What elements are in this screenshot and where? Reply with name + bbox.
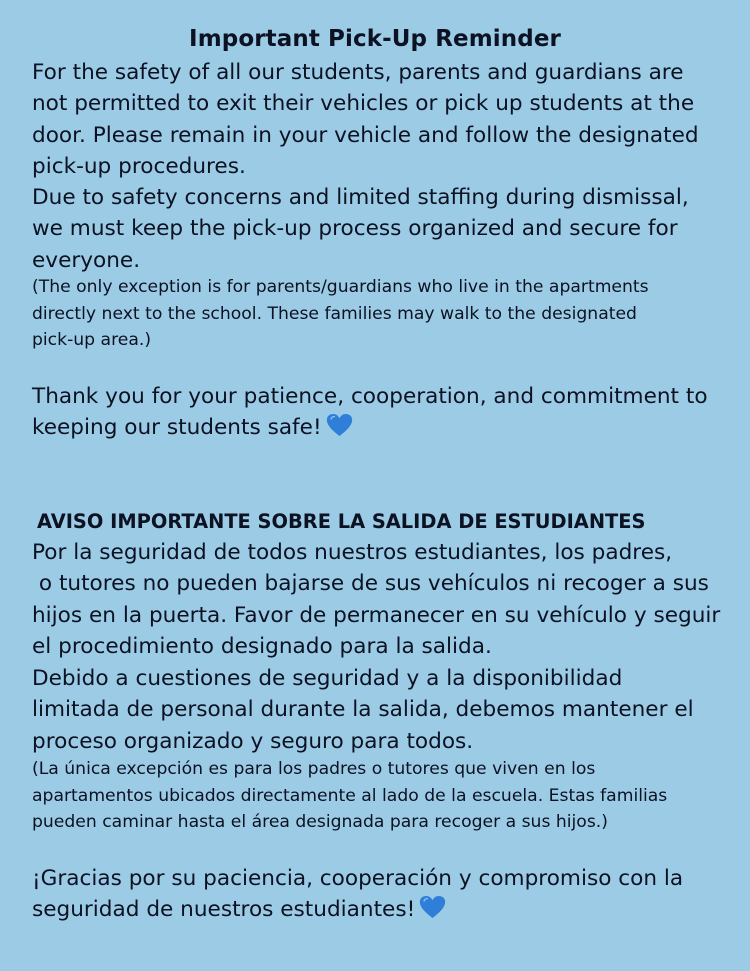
english-paragraph-staffing	[32, 182, 732, 276]
english-thanks	[32, 381, 732, 447]
text-line: everyone.	[32, 247, 141, 273]
text-line: pick-up procedures.	[32, 153, 246, 179]
text-line: limitada de personal durante la salida, debemos mantener el	[32, 697, 694, 723]
spanish-paragraph-staffing	[32, 663, 732, 757]
text-line: pueden caminar hasta el área designada para recoger a sus hijos.)	[32, 812, 608, 833]
text-line: hijos en la puerta. Favor de permanecer en su vehículo y seguir	[32, 602, 721, 628]
text-line: For the safety of all our students, parents and guardians are	[32, 60, 684, 85]
text-line: o tutores no pueden bajarse de sus vehículos ni recoger a sus	[32, 571, 709, 597]
spanish-title: AVISO IMPORTANTE SOBRE LA SALIDA DE ESTUDIANTES	[37, 510, 646, 533]
blue-heart-icon	[419, 895, 446, 928]
english-paragraph-safety	[32, 57, 732, 182]
text-line: Thank you for your patience, cooperation, and commitment to	[32, 384, 708, 409]
text-line: door. Please remain in your vehicle and follow the designated	[32, 122, 699, 148]
text-line-with-heart	[32, 894, 732, 928]
text-line: pick-up area.)	[32, 330, 152, 351]
text-segment: keeping our students safe!	[32, 415, 322, 441]
spanish-exception-note	[32, 756, 732, 836]
text-line: (La única excepción es para los padres o tutores que viven en los	[32, 759, 596, 779]
text-line: apartamentos ubicados directamente al lado de la escuela. Estas familias	[32, 785, 668, 806]
blue-heart-icon	[326, 413, 353, 446]
text-line: el procedimiento designado para la salida.	[32, 633, 492, 659]
text-line: directly next to the school. These families may walk to the designated	[32, 303, 637, 324]
spanish-paragraph-safety	[32, 537, 732, 662]
text-line: Por la seguridad de todos nuestros estudiantes, los padres,	[32, 540, 673, 565]
english-exception-note	[32, 274, 732, 354]
text-line: (The only exception is for parents/guardians who live in the apartments	[32, 277, 649, 297]
text-line: not permitted to exit their vehicles or pick up students at the	[32, 91, 695, 117]
text-line: Due to safety concerns and limited staffing during dismissal,	[32, 185, 689, 210]
text-line: Debido a cuestiones de seguridad y a la disponibilidad	[32, 666, 623, 691]
text-line: ¡Gracias por su paciencia, cooperación y compromiso con la	[32, 866, 684, 891]
text-segment: seguridad de nuestros estudiantes!	[32, 897, 416, 923]
spanish-thanks	[32, 863, 732, 929]
text-line: we must keep the pick-up process organized and secure for	[32, 216, 678, 242]
text-line: proceso organizado y seguro para todos.	[32, 728, 474, 754]
text-line-with-heart	[32, 412, 732, 446]
english-title: Important Pick-Up Reminder	[189, 26, 561, 52]
